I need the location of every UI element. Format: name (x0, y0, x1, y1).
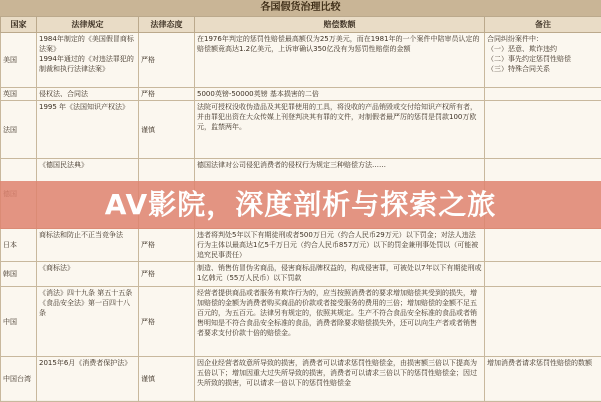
country-cell: 日本 (1, 229, 37, 262)
compensation-cell: 违者将判处5年以下有期徒刑或者500万日元（约合人民币29万元）以下罚金；对法人违法行为主体以最高达1亿5千万日元（约合人民币857万元）以下的罚金兼刑事处罚以（可能被追究民事责任） (195, 229, 485, 262)
table-row (1, 101, 601, 159)
header-attitude: 法律态度 (139, 17, 195, 33)
compensation-cell: 在1976年判定的惩罚性赔偿最高额仅为25万美元，而在1981年的一个案件中陪审员认定的赔偿额竟高达1.2亿美元，上诉审确认350亿没有为惩罚性赔偿的金额 (195, 33, 485, 88)
attitude-cell: 严格 (139, 229, 195, 262)
header-country: 国家 (1, 17, 37, 33)
country-cell: 中国 (1, 287, 37, 357)
country-cell: 美国 (1, 33, 37, 88)
country-cell: 中国台湾 (1, 357, 37, 402)
compensation-cell: 法院可授权没收伪造品及其犯罪使用的工具，将没收的产品销毁或交付给知识产权所有者，并由罪犯出资在大众传媒上刊登判决其有罪的文件，对制假者最严厉的惩罚是罚款100万欧元，监禁两年。 (195, 101, 485, 159)
note-cell (485, 101, 601, 159)
law-cell: 商标法和防止不正当竞争法 (37, 229, 139, 262)
compensation-cell: 经营者提供商品或者服务有欺诈行为的，应当按照消费者的要求增加赔偿其受到的损失，增加赔偿的金额为消费者购买商品的价款或者接受服务的费用的三倍；增加赔偿的金额不足五百元的，为五百元。法律另有规定的，依照其规定。生产不符合食品安全标准的食品或者销售明知是不符合食品安全标准的食品，消费者除要求赔偿损失外，还可以向生产者或者销售者要求支付价款十倍的赔偿金。 (195, 287, 485, 357)
compensation-cell: 因企业经营者故意所导致的损害，消费者可以请求惩罚性赔偿金，由损害额三倍以下提高为五倍以下；增加因重大过失所导致的损害，消费者可以请求三倍以下的惩罚性赔偿金；因过失所致的损害，可以请求一倍以下的惩罚性赔偿金 (195, 357, 485, 402)
compensation-cell: 5000英镑-50000英镑 基本损害的二倍 (195, 88, 485, 101)
attitude-cell: 严格 (139, 262, 195, 287)
table-row (1, 262, 601, 287)
law-cell: 2015年6月《消费者保护法》 (37, 357, 139, 402)
law-cell: 《德国民法典》 (37, 159, 139, 229)
note-cell (485, 229, 601, 262)
note-cell (485, 262, 601, 287)
country-cell: 法国 (1, 101, 37, 159)
law-cell: 1995 年《法国知识产权法》 (37, 101, 139, 159)
banner-title: AV影院，深度剖析与探索之旅 (105, 188, 496, 221)
header-note: 备注 (485, 17, 601, 33)
attitude-cell: 严格 (139, 33, 195, 88)
banner-overlay (0, 181, 601, 229)
attitude-cell: 谨慎 (139, 101, 195, 159)
attitude-cell: 谨慎 (139, 357, 195, 402)
country-cell: 韩国 (1, 262, 37, 287)
law-cell: 《消法》四十九条 第五十五条 《食品安全法》第一百四十八条 (37, 287, 139, 357)
table-row (1, 287, 601, 357)
law-cell: 《商标法》 (37, 262, 139, 287)
attitude-cell: 严格 (139, 287, 195, 357)
table-row (1, 229, 601, 262)
law-cell: 侵权法、合同法 (37, 88, 139, 101)
header-compensation: 赔偿数额 (195, 17, 485, 33)
table-header-row (1, 17, 601, 33)
note-cell: 合同纠纷案件中： （一）恶意、欺诈违约 （二）事先约定惩罚性赔偿 （三）特殊合同关系 (485, 33, 601, 88)
table-title: 各国假货治理比较 (0, 0, 601, 16)
table-row (1, 88, 601, 101)
compensation-cell: 制造、销售仿冒伪劣商品，侵害商标品牌权益的，构成侵害罪，可被处以7年以下有期徒刑或1亿韩元（55万人民币）以下罚款 (195, 262, 485, 287)
note-cell (485, 287, 601, 357)
note-cell (485, 88, 601, 101)
table-row (1, 357, 601, 402)
header-law: 法律规定 (37, 17, 139, 33)
law-cell: 1984年制定的《美国假冒商标法案》 1994年通过的《对违法罪犯的制裁和执行法律法案》 (37, 33, 139, 88)
compensation-cell: 德国法律对公司侵犯消费者的侵权行为规定三种赔偿方法…… (195, 159, 485, 229)
attitude-cell: 严格 (139, 88, 195, 101)
note-cell: 增加消费者请求惩罚性赔偿的数额 (485, 357, 601, 402)
table-row (1, 33, 601, 88)
country-cell: 英国 (1, 88, 37, 101)
